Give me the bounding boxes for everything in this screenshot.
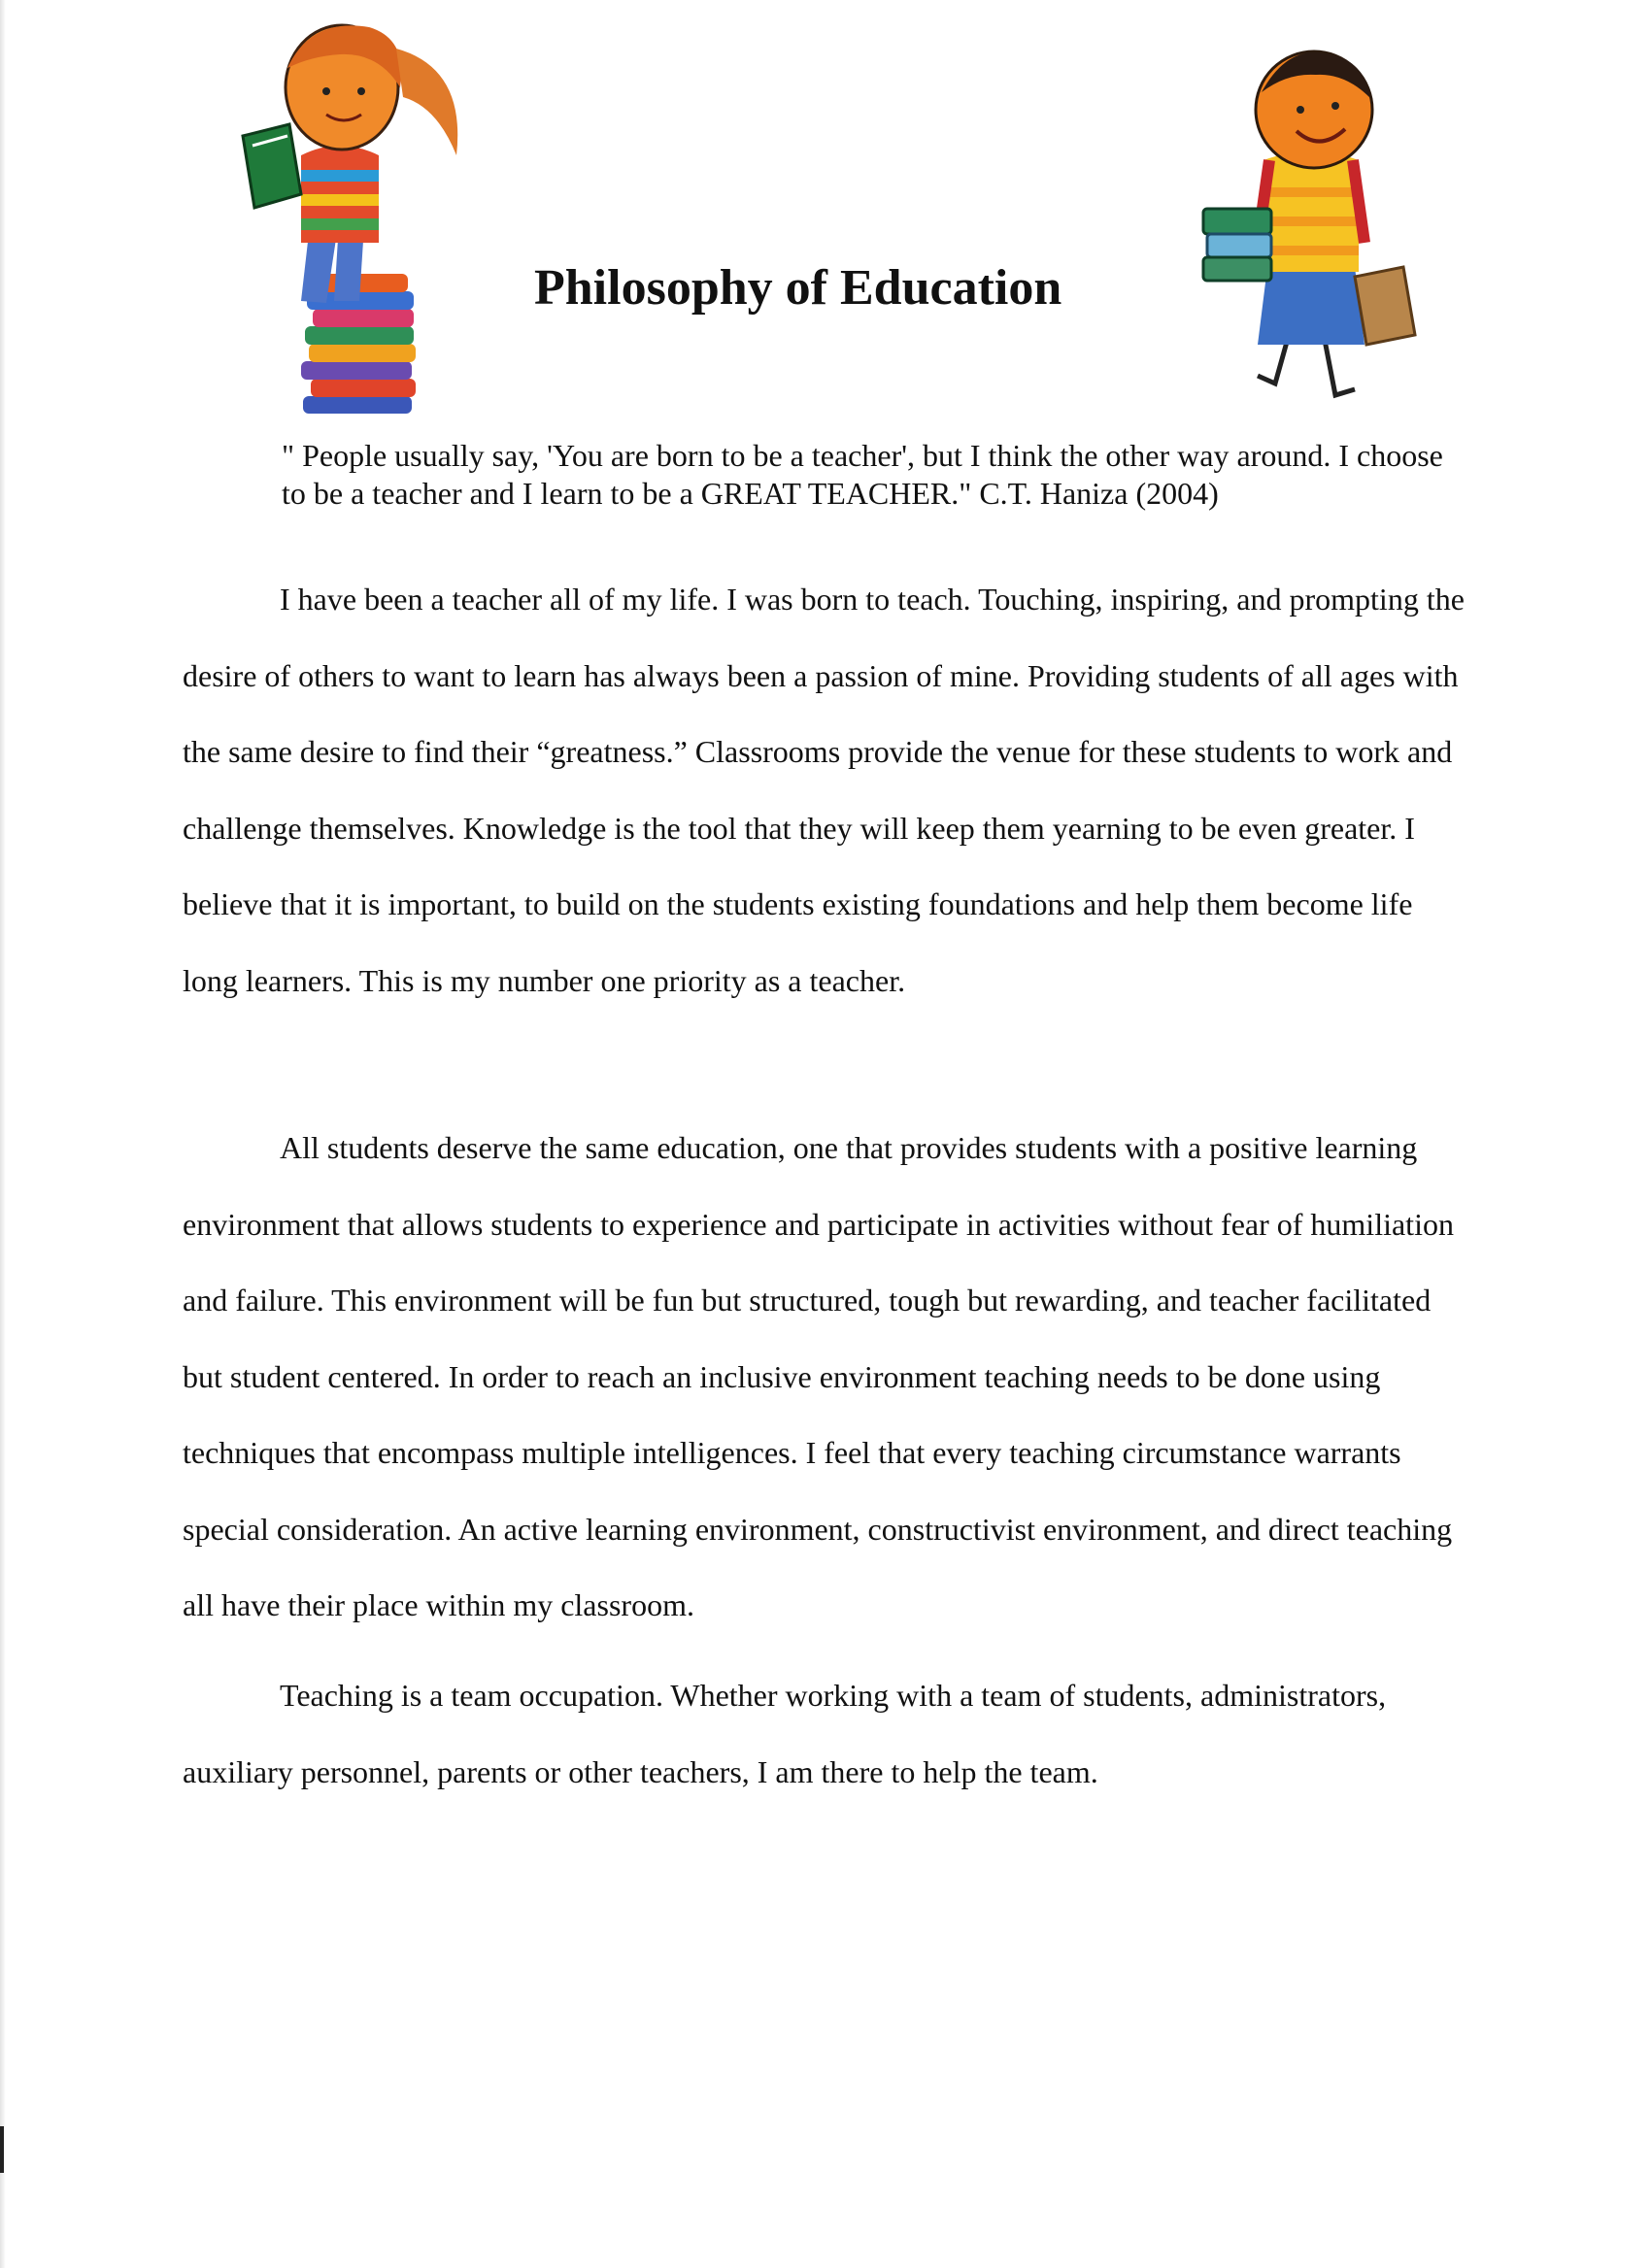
scan-mark [0, 2126, 4, 2173]
body-paragraph-2: All students deserve the same education, one that provides students with a positive learning environment that allows students to experience and participate in activities without fear of humiliation and failure. This environment will be fun but structured, tough but rewarding, and teacher facilitated but student centered. In order to reach an inclusive environment teaching needs to be done using techniques that encompass multiple intelligences. I feel that every teaching circumstance warrants special consideration. An active learning environment, constructivist environment, and direct teaching all have their place within my classroom. [183, 1130, 1454, 1622]
book-3 [301, 361, 412, 380]
boy-walking-illustration [1199, 34, 1423, 417]
green-book [243, 124, 301, 208]
book-1 [303, 396, 412, 414]
book-2 [311, 379, 416, 397]
legs-2 [334, 239, 363, 301]
book-6 [313, 309, 414, 327]
page-edge [0, 0, 6, 2268]
book-held-1 [1203, 209, 1271, 234]
book-held-3 [1203, 257, 1271, 281]
shorts [1258, 267, 1365, 345]
page-title: Philosophy of Education [534, 260, 1062, 316]
book-5 [305, 326, 414, 345]
girl-reading-illustration [233, 10, 486, 417]
boy-walking-icon [1199, 34, 1423, 417]
paper-bag [1355, 267, 1415, 345]
book-held-2 [1207, 234, 1271, 257]
body-paragraph-1: I have been a teacher all of my life. I was born to teach. Touching, inspiring, and prompting the desire of others to want to learn has always been a passion of mine. Providing students of all ages with the same desire to find their “greatness.” Classrooms provide the venue for these students to work and challenge themselves. Knowledge is the tool that they will keep them yearning to be even greater. I believe that it is important, to build on the students existing foundations and help them become life long learners. This is my number one priority as a teacher. [183, 582, 1465, 998]
book-4 [309, 344, 416, 362]
girl-reading-icon [233, 10, 486, 417]
ponytail [396, 49, 457, 155]
opening-quote: " People usually say, 'You are born to be a teacher', but I think the other way around. I choose to be a teacher and I learn to be a GREAT TEACHER." C.T. Haniza (2004) [282, 438, 1443, 511]
body-paragraph-3: Teaching is a team occupation. Whether working with a team of students, administrators, auxiliary personnel, parents or other teachers, I am there to help the team. [183, 1678, 1387, 1789]
